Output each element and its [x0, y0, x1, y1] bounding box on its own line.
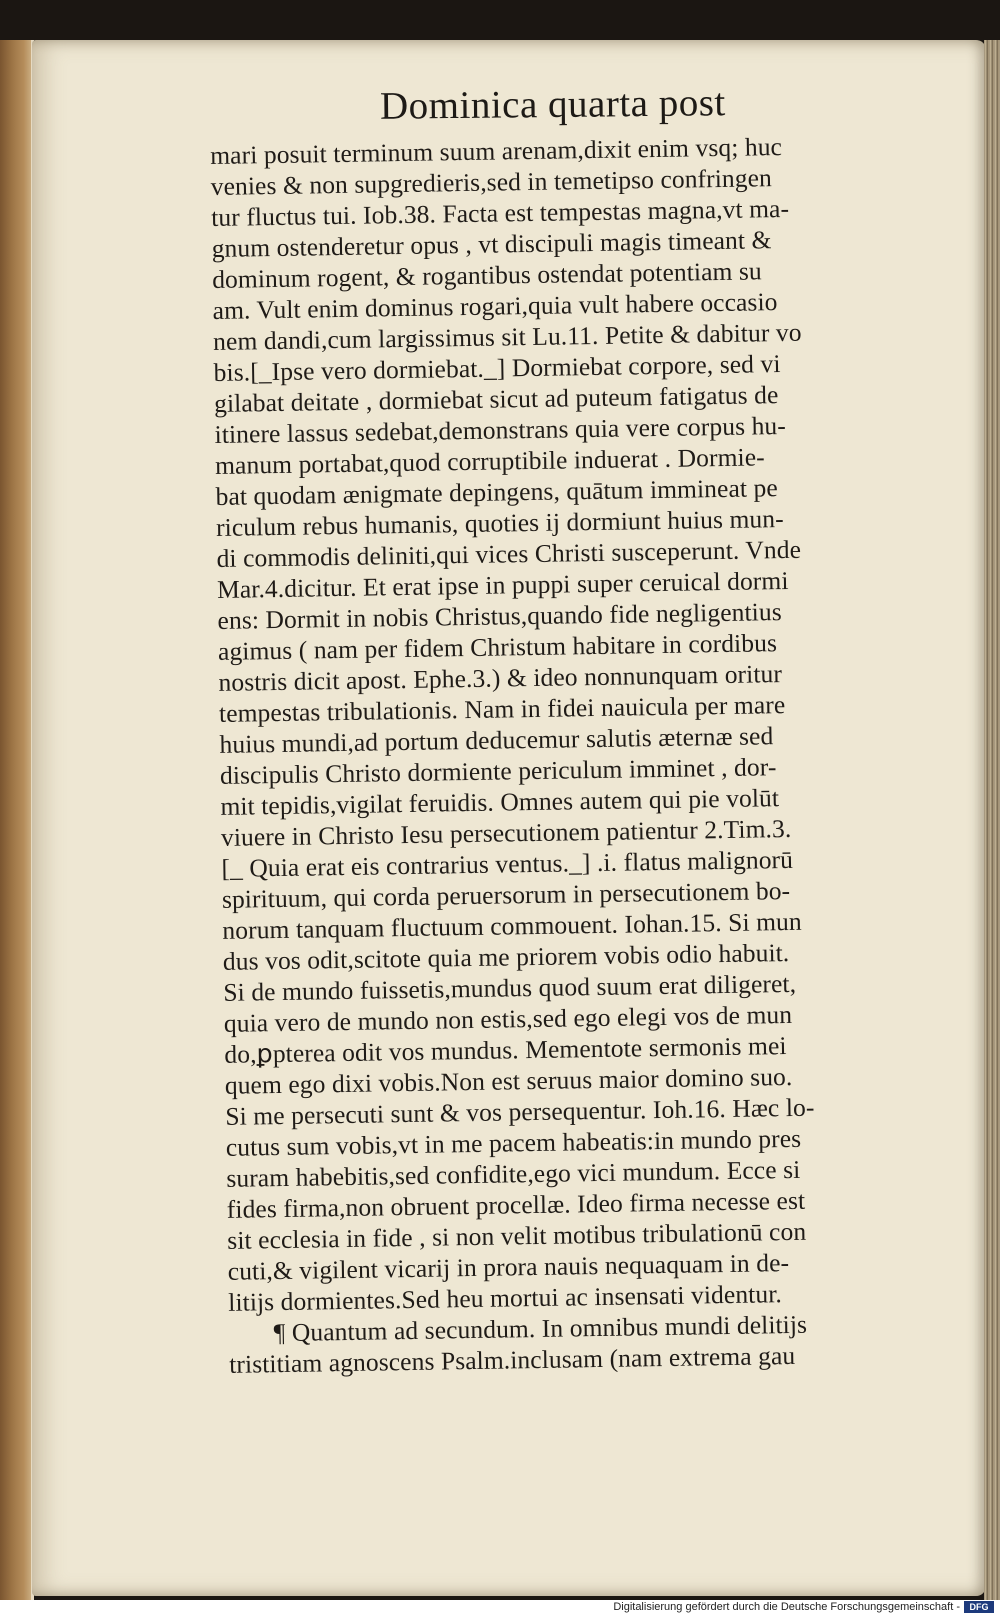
text-line: itinere lassus sedebat,demonstrans quia vere corpus hu-	[214, 410, 787, 449]
text-line: Si me persecuti sunt & vos persequentur. Ioh.16. Hæc lo-	[225, 1092, 815, 1131]
page-stack-edge	[984, 40, 1000, 1600]
text-line: fides firma,non obruent procellæ. Ideo firma necesse est	[226, 1185, 806, 1224]
text-line: litijs dormientes.Sed heu mortui ac insensati videntur.	[228, 1279, 783, 1317]
text-line: cuti,& vigilent vicarij in prora nauis nequaquam in de-	[227, 1248, 790, 1286]
text-line: tempestas tribulationis. Nam in fidei nauicula per mare	[218, 690, 786, 728]
text-line: huius mundi,ad portum deducemur salutis æternæ sed	[219, 721, 774, 759]
dfg-logo: DFG	[964, 1601, 994, 1613]
text-line: manum portabat,quod corruptibile induerat . Dormie-	[214, 442, 765, 480]
text-line: [_ Quia erat eis contrarius ventus._] .i. flatus malignorū	[221, 844, 794, 883]
text-line: mari posuit terminum suum arenam,dixit enim vsq; huc	[210, 132, 783, 170]
text-line: agimus ( nam per fidem Christum habitare in cordibus	[217, 628, 778, 666]
text-line: nostris dicit apost. Ephe.3.) & ideo nonnunquam oritur	[218, 659, 783, 697]
text-line: gnum ostenderetur opus , vt discipuli magis timeant &	[211, 225, 772, 263]
text-line: do,ꝑpterea odit vos mundus. Mementote sermonis mei	[224, 1031, 787, 1069]
text-line: Si de mundo fuissetis,mundus quod suum erat diligeret,	[223, 968, 797, 1007]
text-line: discipulis Christo dormiente periculum imminet , dor-	[219, 752, 777, 790]
text-line: suram habebitis,sed confidite,ego vici mundum. Ecce si	[226, 1154, 801, 1193]
text-line: norum tanquam fluctuum commouent. Iohan.15. Si mun	[222, 906, 802, 945]
text-line: riculum rebus humanis, quoties ij dormiunt huius mun-	[215, 504, 784, 542]
text-line: viuere in Christo Iesu persecutionem patientur 2.Tim.3.	[220, 813, 792, 852]
text-line: gilabat deitate , dormiebat sicut ad puteum fatigatus de	[213, 380, 779, 418]
text-line: ¶ Quantum ad secundum. In omnibus mundi delitijs	[273, 1309, 808, 1348]
text-block	[210, 129, 949, 1380]
text-line: bis.[_Ipse vero dormiebat._] Dormiebat corpore, sed vi	[213, 349, 781, 387]
text-line: venies & non supgredieris,sed in temetipso confringen	[210, 163, 773, 201]
text-line: Mar.4.dicitur. Et erat ipse in puppi super ceruical dormi	[216, 565, 789, 604]
running-head: Dominica quarta post	[379, 81, 726, 128]
text-line: quia vero de mundo non estis,sed ego elegi vos de mun	[223, 999, 793, 1038]
digitization-credit: Digitalisierung gefördert durch die Deutsche Forschungsgemeinschaft -	[613, 1601, 960, 1613]
text-line: nem dandi,cum largissimus sit Lu.11. Petite & dabitur vo	[212, 317, 802, 356]
text-line: bat quodam ænigmate depingens, quātum immineat pe	[215, 473, 779, 511]
text-line: spirituum, qui corda peruersorum in persecutionem bo-	[221, 875, 791, 914]
text-line: tur fluctus tui. Iob.38. Facta est tempestas magna,vt ma-	[210, 193, 790, 232]
text-line: di commodis deliniti,qui vices Christi susceperunt. Vnde	[216, 534, 802, 573]
book-spine-edge	[0, 40, 34, 1600]
text-line: mit tepidis,vigilat feruidis. Omnes autem qui pie volūt	[220, 783, 780, 821]
text-line: tristitiam agnoscens Psalm.inclusam (nam extrema gau	[229, 1340, 796, 1379]
text-line: dominum rogent, & rogantibus ostendat potentiam su	[211, 256, 762, 294]
text-line: am. Vult enim dominus rogari,quia vult habere occasio	[212, 287, 778, 325]
text-line: cutus sum vobis,vt in me pacem habeatis:in mundo pres	[225, 1123, 802, 1162]
text-line: sit ecclesia in fide , si non velit motibus tribulationū con	[227, 1216, 807, 1255]
text-line: quem ego dixi vobis.Non est seruus maior domino suo.	[224, 1061, 793, 1100]
text-line: dus vos odit,scitote quia me priorem vobis odio habuit.	[222, 938, 790, 976]
text-line: ens: Dormit in nobis Christus,quando fide negligentius	[217, 597, 782, 635]
